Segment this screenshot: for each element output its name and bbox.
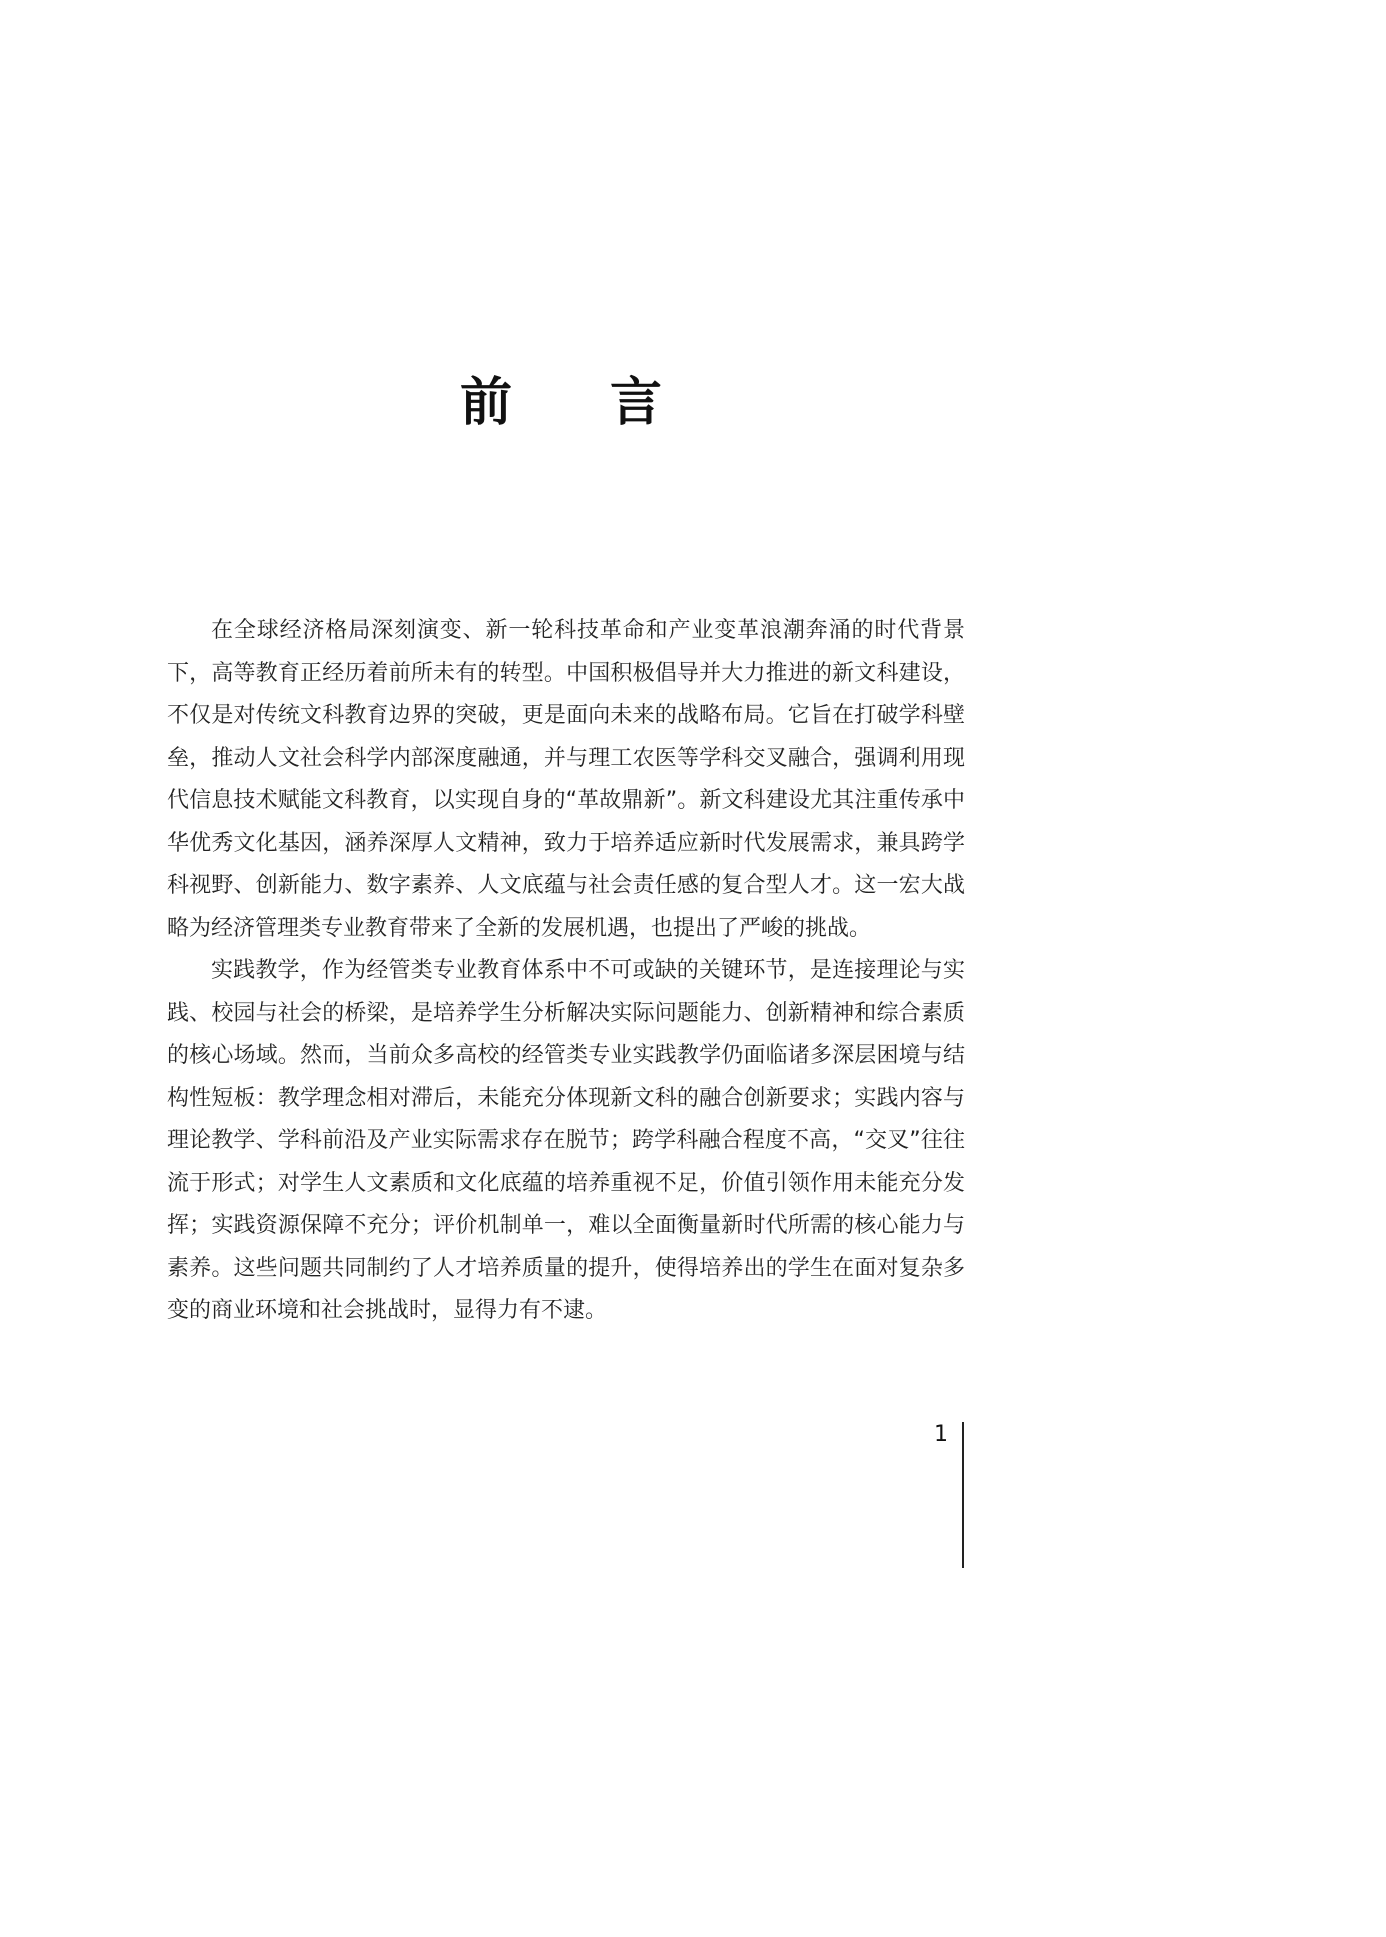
paragraph-1: 在全球经济格局深刻演变、新一轮科技革命和产业变革浪潮奔涌的时代背景下，高等教育正经历着前所未有的转型。中国积极倡导并大力推进的新文科建设，不仅是对传统文科教育边界的突破，更是面向未来的战略布局。它旨在打破学科壁垒，推动人文社会科学内部深度融通，并与理工农医等学科交叉融合，强调利用现代信息技术赋能文科教育，以实现自身的“革故鼎新”。新文科建设尤其注重传承中华优秀文化基因，涵养深厚人文精神，致力于培养适应新时代发展需求，兼具跨学科视野、创新能力、数字素养、人文底蕴与社会责任感的复合型人才。这一宏大战略为经济管理类专业教育带来了全新的发展机遇，也提出了严峻的挑战。	[167, 618, 965, 941]
title-char-right: 言	[610, 372, 663, 433]
page-edge-rule	[962, 1422, 964, 1568]
paragraph-2: 实践教学，作为经管类专业教育体系中不可或缺的关键环节，是连接理论与实践、校园与社会的桥梁，是培养学生分析解决实际问题能力、创新精神和综合素质的核心场域。然而，当前众多高校的经管类专业实践教学仍面临诸多深层困境与结构性短板：教学理念相对滞后，未能充分体现新文科的融合创新要求；实践内容与理论教学、学科前沿及产业实际需求存在脱节；跨学科融合程度不高，“交叉”往往流于形式；对学生人文素质和文化底蕴的培养重视不足，价值引领作用未能充分发挥；实践资源保障不充分；评价机制单一，难以全面衡量新时代所需的核心能力与素养。这些问题共同制约了人才培养质量的提升，使得培养出的学生在面对复杂多变的商业环境和社会挑战时，显得力有不逮。	[167, 958, 965, 1323]
title-char-left: 前	[459, 372, 512, 433]
page-title	[0, 360, 1122, 435]
page-number: 1	[934, 1422, 948, 1447]
body-text	[167, 610, 965, 1333]
